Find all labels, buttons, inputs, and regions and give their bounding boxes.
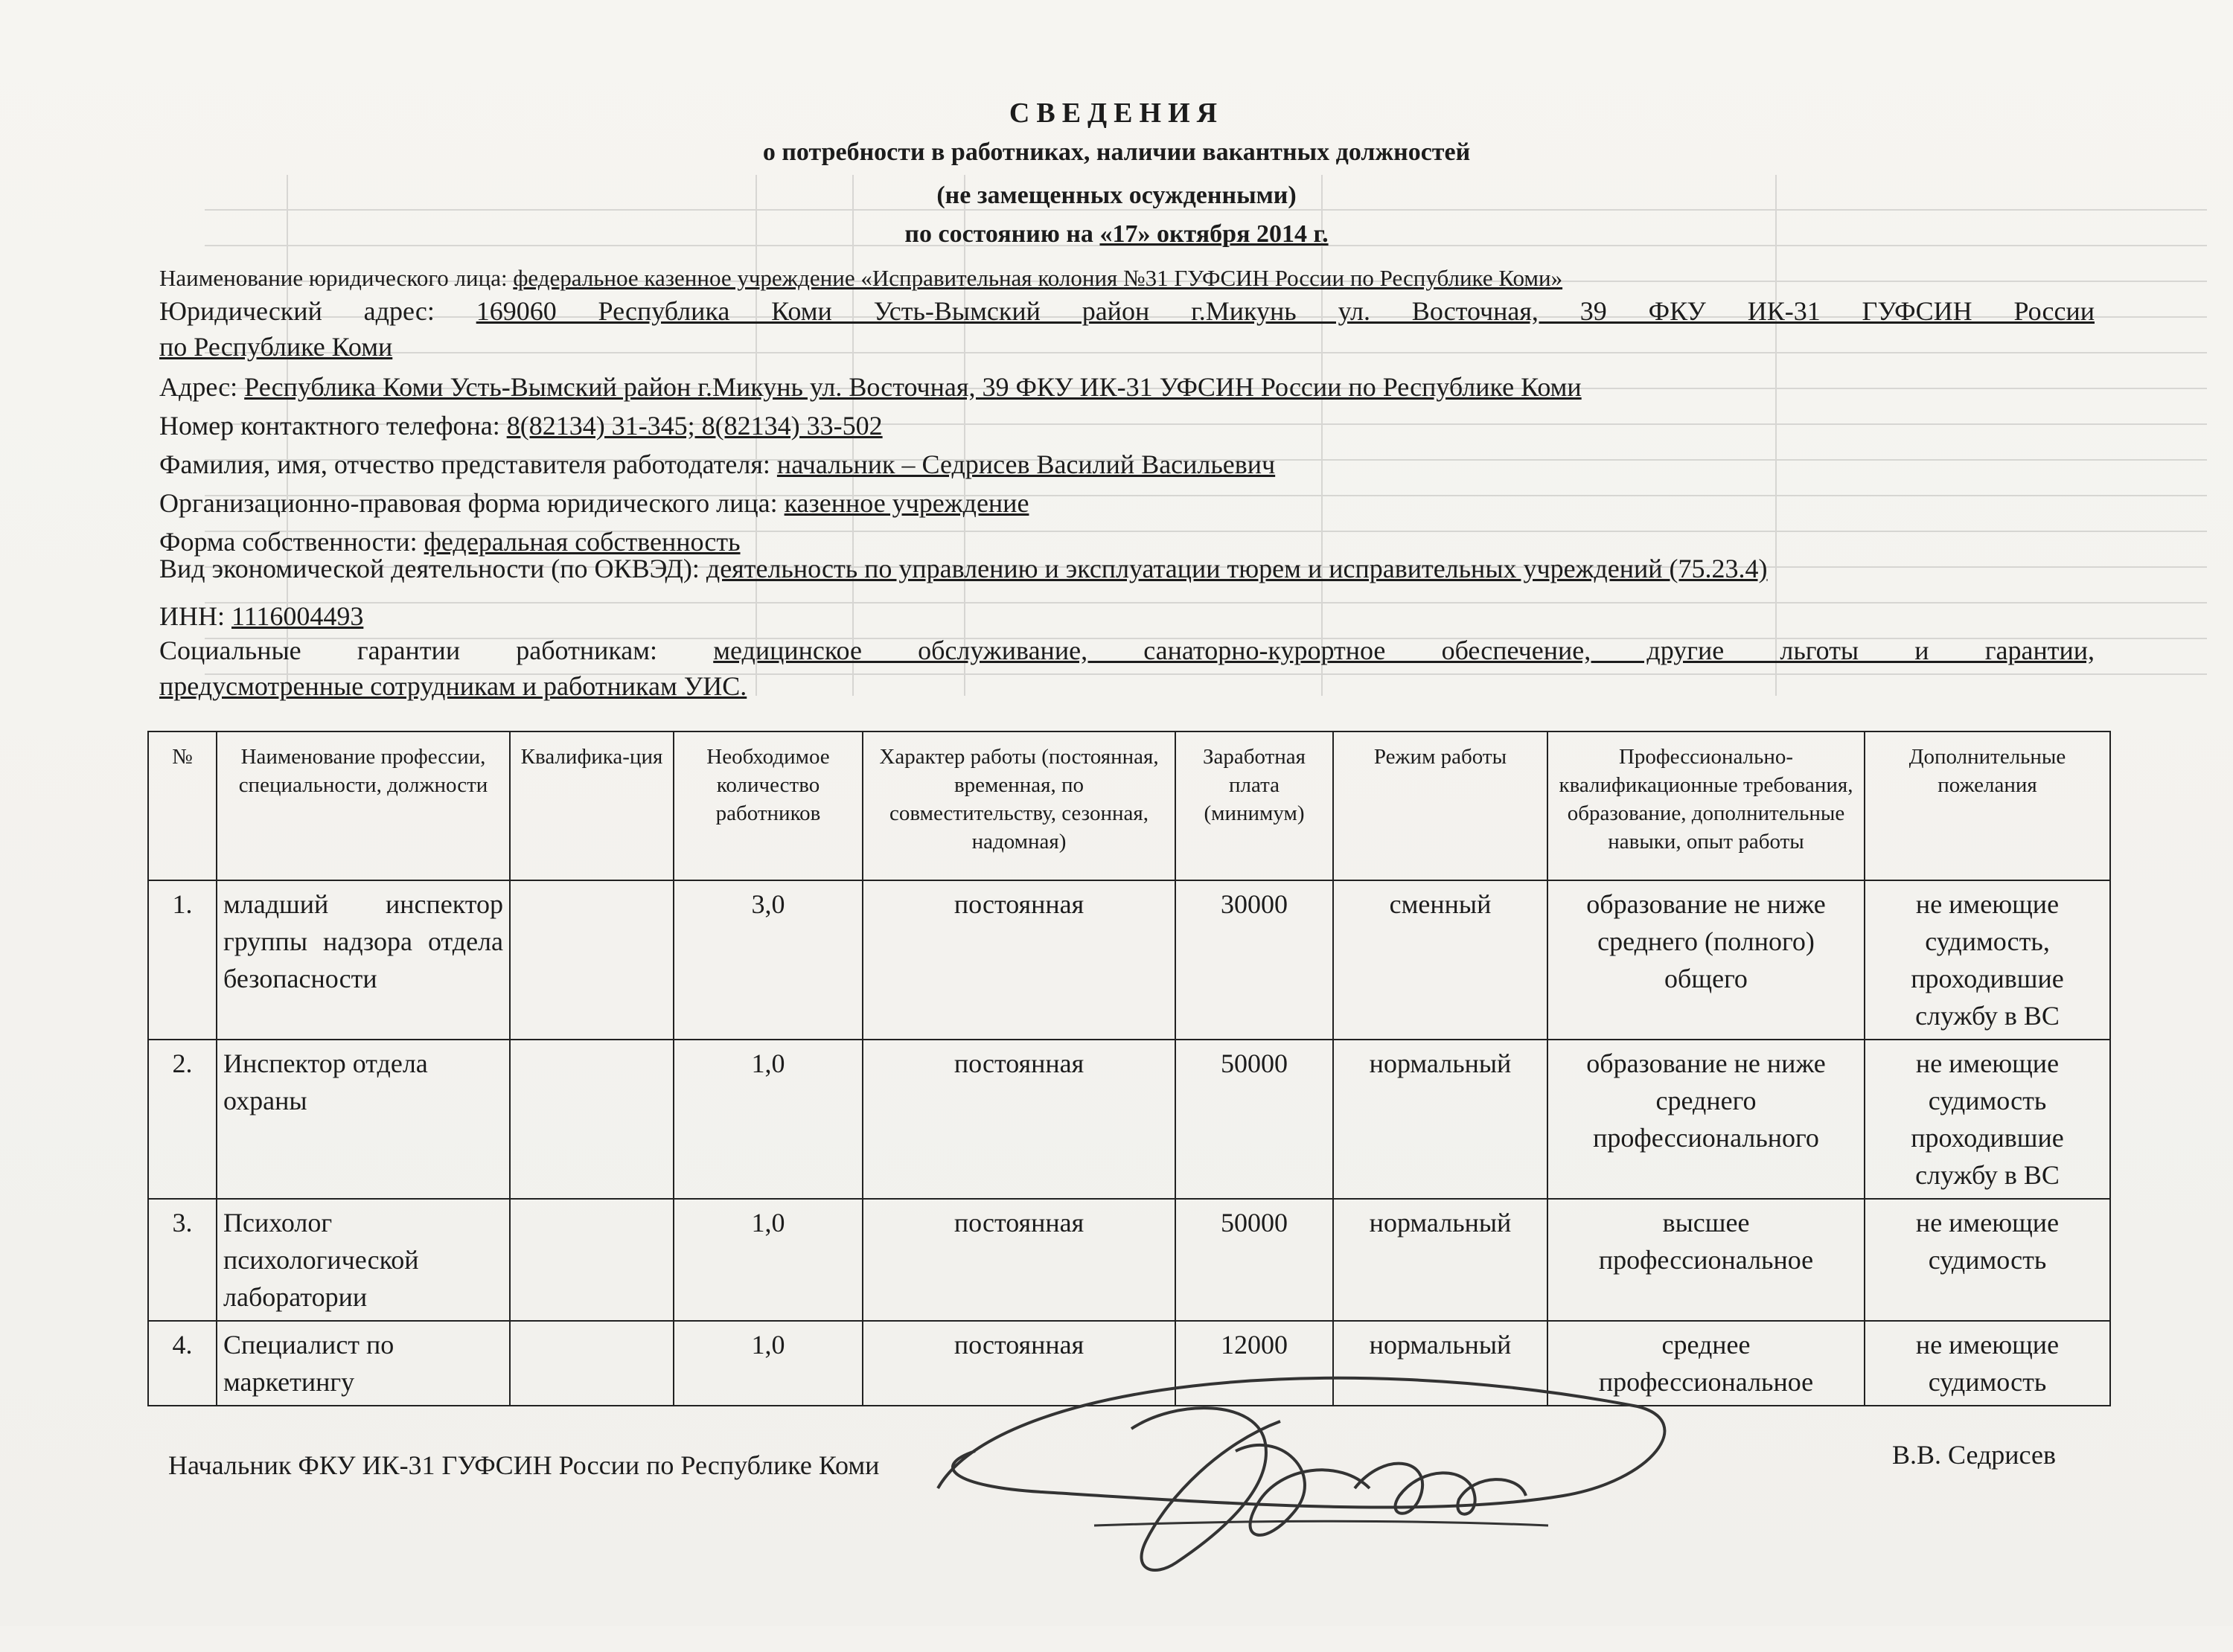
date-prefix: по состоянию на — [904, 220, 1100, 248]
row-kind: постоянная — [863, 1040, 1175, 1199]
row-count: 1,0 — [674, 1040, 863, 1199]
row-wishes: не имеющие судимость — [1865, 1321, 2110, 1406]
vacancy-table — [147, 731, 2111, 1406]
field-okved: Вид экономической деятельности (по ОКВЭД): деятельность по управлению и эксплуатации тюрем и исправительных учреждений (75.23.4) — [159, 554, 1768, 583]
table-row — [148, 1040, 2110, 1199]
row-salary: 50000 — [1175, 1040, 1333, 1199]
row-count: 1,0 — [674, 1199, 863, 1321]
table-row — [148, 1199, 2110, 1321]
row-kind: постоянная — [863, 1321, 1175, 1406]
field-ownership: Форма собственности: федеральная собственность — [159, 527, 741, 557]
row-profession: Специалист по маркетингу — [217, 1321, 510, 1406]
row-qualification — [510, 1199, 674, 1321]
field-social: Социальные гарантии работникам: медицинское обслуживание, санаторно-курортное обеспечение, другие льготы и гарантии, — [159, 635, 2095, 665]
row-mode: сменный — [1333, 880, 1547, 1040]
header-cell: Необходимое количество работников — [674, 731, 863, 880]
row-count: 3,0 — [674, 880, 863, 1040]
signer-position: Начальник ФКУ ИК-31 ГУФСИН России по Республике Коми — [168, 1450, 880, 1480]
field-phone: Номер контактного телефона: 8(82134) 31-345; 8(82134) 33-502 — [159, 411, 883, 441]
row-wishes: не имеющие судимость, проходившие службу в ВС — [1865, 880, 2110, 1040]
field-social-cont: предусмотренные сотрудникам и работникам УИС. — [159, 671, 747, 701]
row-kind: постоянная — [863, 1199, 1175, 1321]
table-header-row — [148, 731, 2110, 880]
header-cell: № — [148, 731, 217, 880]
row-number: 1. — [148, 880, 217, 1040]
row-requirements: высшее профессиональное — [1547, 1199, 1865, 1321]
header-cell: Наименование профессии, специальности, должности — [217, 731, 510, 880]
row-profession: Психолог психологической лаборатории — [217, 1199, 510, 1321]
field-legal-name: Наименование юридического лица: федеральное казенное учреждение «Исправительная колония №31 ГУФСИН России по Республике Коми» — [159, 265, 1563, 291]
row-mode: нормальный — [1333, 1321, 1547, 1406]
row-requirements: образование не ниже среднего (полного) общего — [1547, 880, 1865, 1040]
row-qualification — [510, 880, 674, 1040]
field-legal-address-cont: по Республике Коми — [159, 332, 393, 362]
doc-subtitle: о потребности в работниках, наличии вакантных должностей — [762, 138, 1471, 166]
row-wishes: не имеющие судимость проходившие службу в ВС — [1865, 1040, 2110, 1199]
doc-date-line — [0, 220, 2233, 249]
row-salary: 50000 — [1175, 1199, 1333, 1321]
row-profession: младший инспектор группы надзора отдела безопасности — [217, 880, 510, 1040]
row-salary: 12000 — [1175, 1321, 1333, 1406]
row-requirements: среднее профессиональное — [1547, 1321, 1865, 1406]
row-mode: нормальный — [1333, 1199, 1547, 1321]
field-legal-address: Юридический адрес: 169060 Республика Коми Усть-Вымский район г.Микунь ул. Восточная, 39 ФКУ ИК-31 ГУФСИН России — [159, 296, 2095, 326]
row-qualification — [510, 1321, 674, 1406]
row-number: 3. — [148, 1199, 217, 1321]
header-cell: Профессионально-квалификационные требования, образование, дополнительные навыки, опыт работы — [1547, 731, 1865, 880]
doc-subtitle-2: (не замещенных осужденными) — [936, 182, 1297, 209]
row-qualification — [510, 1040, 674, 1199]
header-cell: Режим работы — [1333, 731, 1547, 880]
header-cell: Заработная плата (минимум) — [1175, 731, 1333, 880]
row-count: 1,0 — [674, 1321, 863, 1406]
field-address: Адрес: Республика Коми Усть-Вымский район г.Микунь ул. Восточная, 39 ФКУ ИК-31 УФСИН России по Республике Коми — [159, 372, 1582, 402]
signer-name: В.В. Седрисев — [1892, 1440, 2056, 1470]
handwritten-signature — [908, 1339, 1697, 1652]
header-cell: Квалифика-ция — [510, 731, 674, 880]
field-representative: Фамилия, имя, отчество представителя работодателя: начальник – Седрисев Василий Васильевич — [159, 449, 1276, 479]
row-salary: 30000 — [1175, 880, 1333, 1040]
header-cell: Дополнительные пожелания — [1865, 731, 2110, 880]
table-row — [148, 880, 2110, 1040]
field-org-form: Организационно-правовая форма юридического лица: казенное учреждение — [159, 488, 1029, 518]
row-mode: нормальный — [1333, 1040, 1547, 1199]
row-number: 2. — [148, 1040, 217, 1199]
header-cell: Характер работы (постоянная, временная, по совместительству, сезонная, надомная) — [863, 731, 1175, 880]
row-profession: Инспектор отдела охраны — [217, 1040, 510, 1199]
row-kind: постоянная — [863, 880, 1175, 1040]
row-number: 4. — [148, 1321, 217, 1406]
row-wishes: не имеющие судимость — [1865, 1199, 2110, 1321]
row-requirements: образование не ниже среднего профессионального — [1547, 1040, 1865, 1199]
field-inn: ИНН: 1116004493 — [159, 601, 364, 631]
doc-title: СВЕДЕНИЯ — [1009, 97, 1224, 129]
date-value: «17» октября 2014 г. — [1099, 220, 1329, 248]
